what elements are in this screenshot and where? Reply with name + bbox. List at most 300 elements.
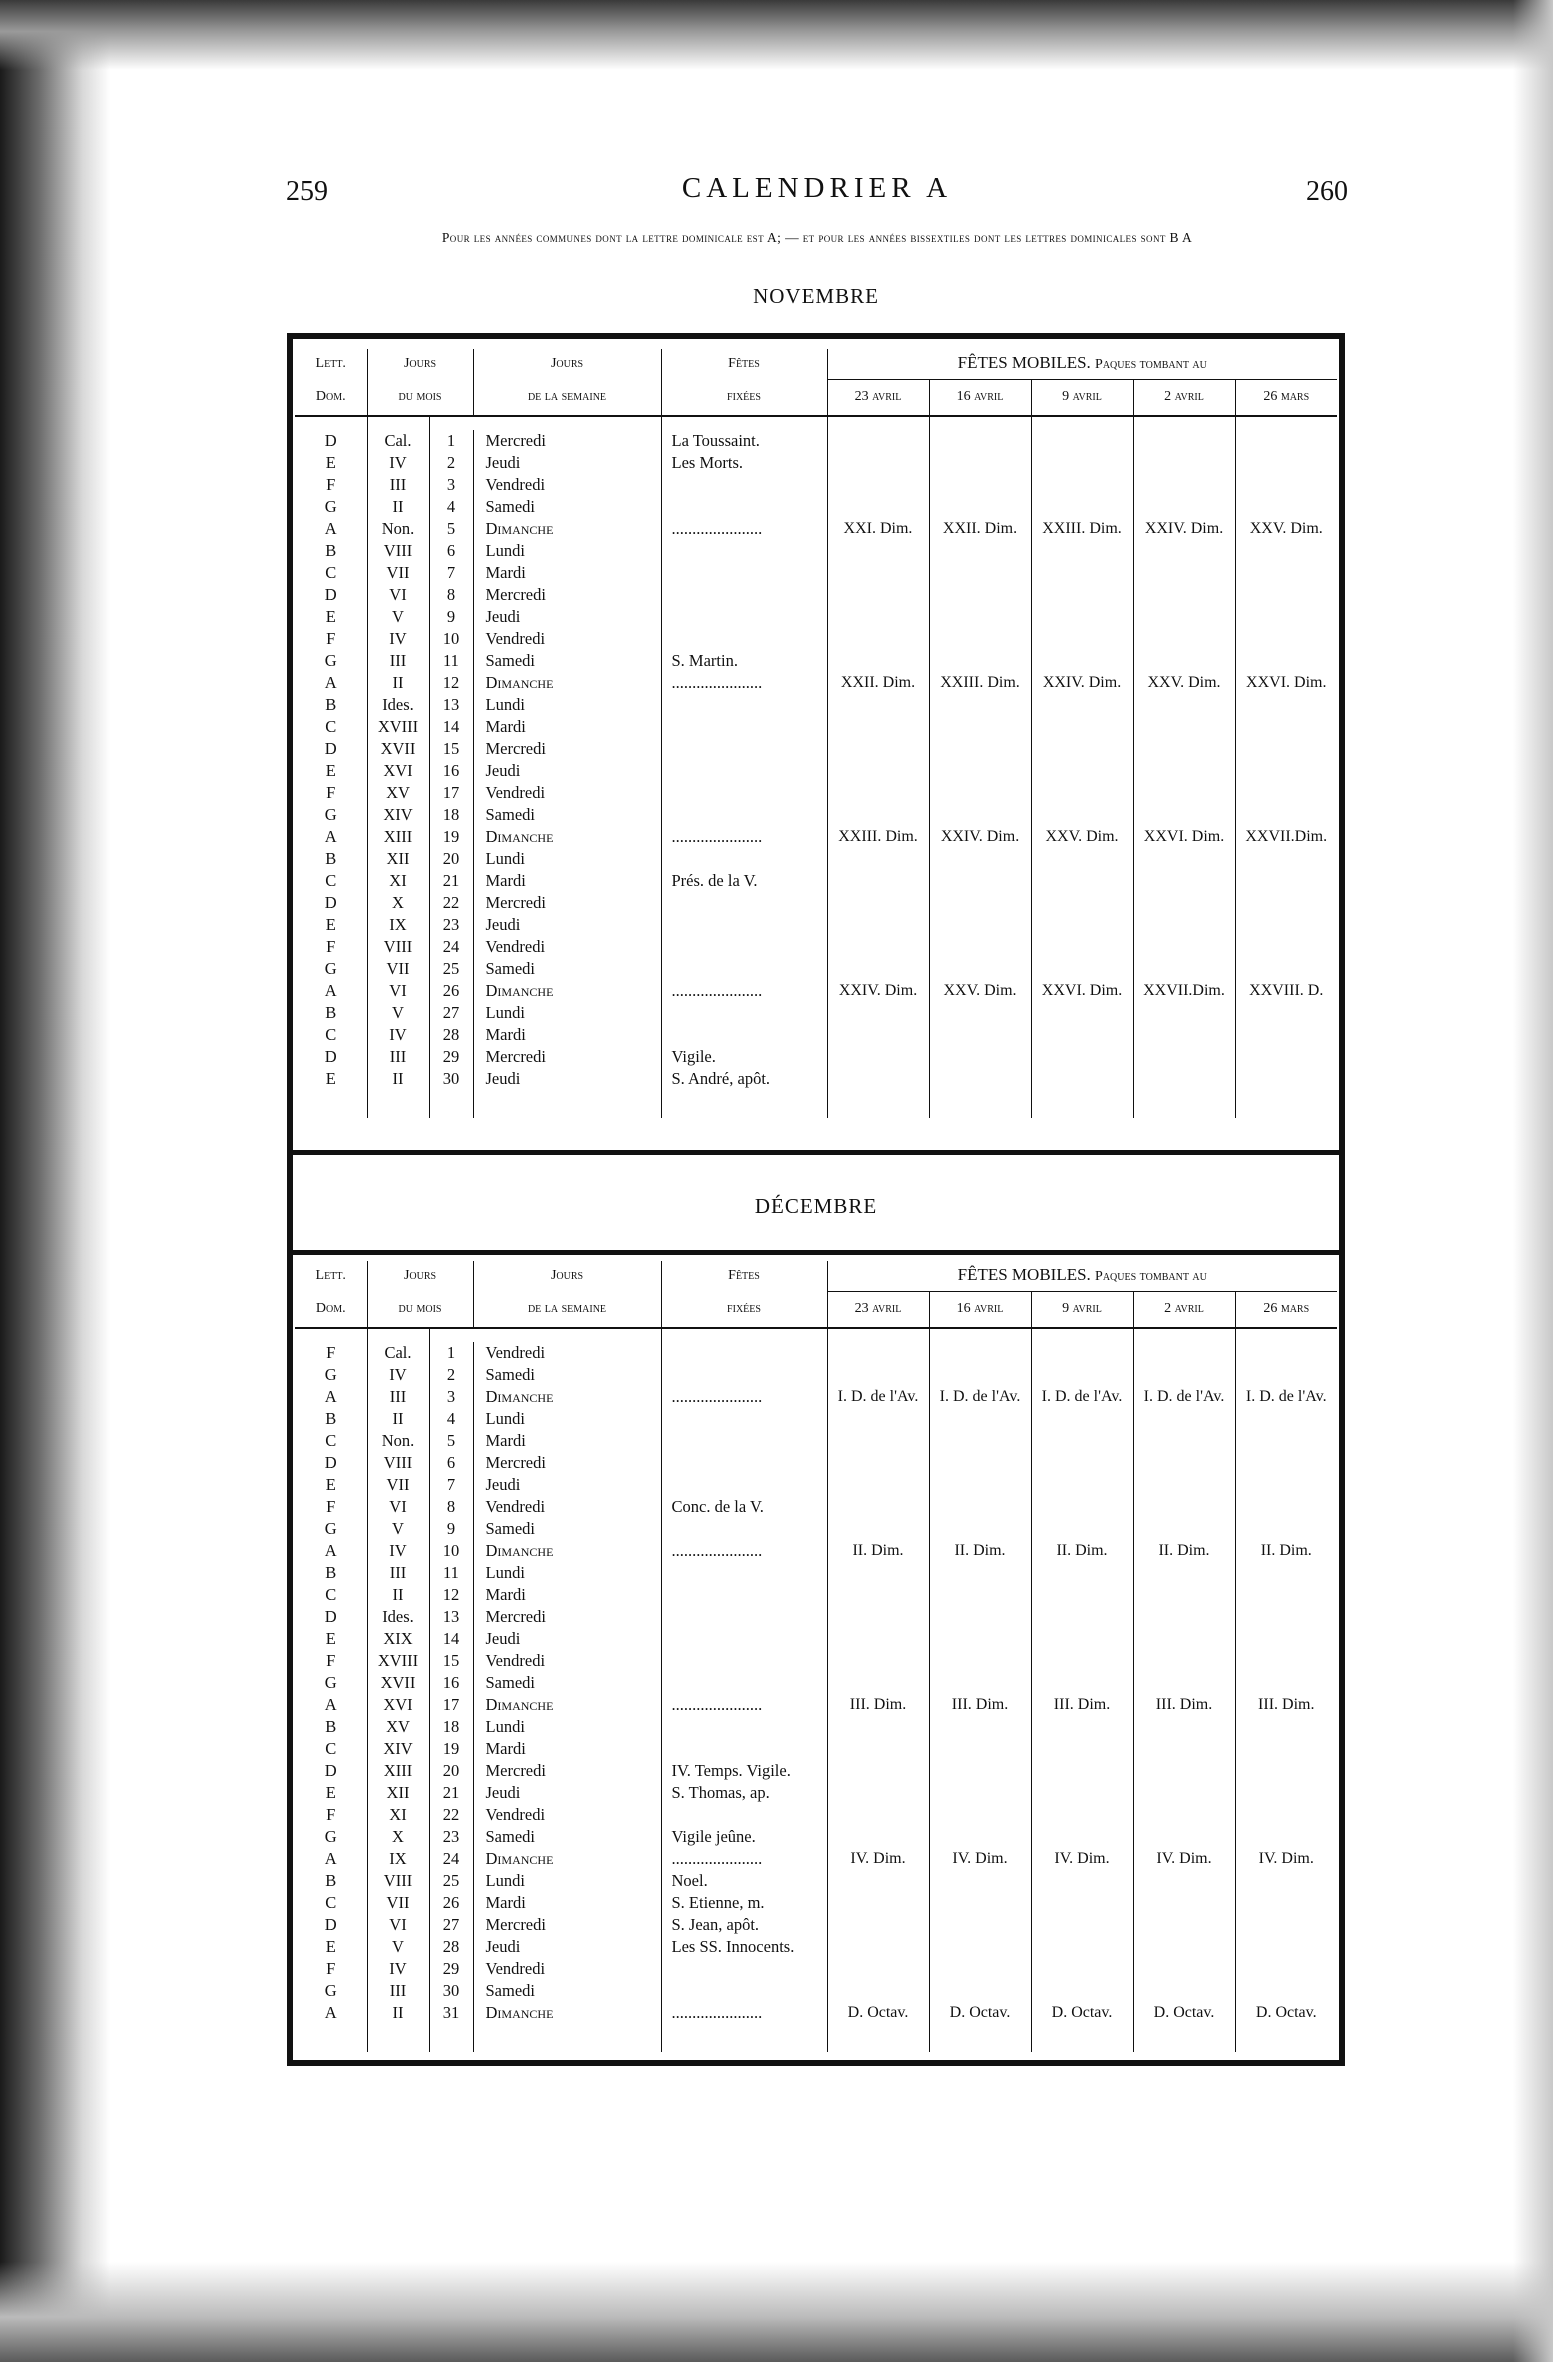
mobile-feast [1031,1672,1133,1694]
dominical-letter: D [295,430,367,452]
calendar-row [295,474,1337,496]
weekday: Dimanche [473,672,661,694]
mobile-feast [929,1606,1031,1628]
mobile-feast: III. Dim. [1258,1695,1315,1713]
fixed-feast [661,1606,827,1628]
mobile-feast [827,1496,929,1518]
mobile-feast [827,540,929,562]
mobile-feast [827,1002,929,1024]
mobile-feast [1235,1936,1337,1958]
mobile-feast [1133,650,1235,672]
header-easter-date: 23 avril [827,380,929,416]
mobile-feast: I. D. de l'Av. [929,1386,1031,1408]
mobile-feast [1031,1606,1133,1628]
mobile-feast: XXIII. Dim. [929,672,1031,694]
day-number: 4 [429,496,473,518]
mobile-feast [1235,452,1337,474]
mobile-feast [1235,1914,1337,1936]
dominical-letter: E [295,1936,367,1958]
mobile-feast [929,870,1031,892]
header-fetes: Fêtes [661,349,827,380]
roman-day: VIII [367,936,429,958]
roman-day: XIII [367,826,429,848]
mobile-feast [1031,1452,1133,1474]
mobile-feast [827,1892,929,1914]
weekday: Vendredi [473,474,661,496]
mobile-feast: III. Dim. [1133,1694,1235,1716]
header-mobiles-label: FÊTES MOBILES. [957,353,1091,372]
calendar-row [295,1892,1337,1914]
mobile-feast [1235,694,1337,716]
mobile-feast [929,1870,1031,1892]
weekday: Dimanche [473,1540,661,1562]
fixed-feast [661,1716,827,1738]
mobile-feast [827,1738,929,1760]
weekday: Mardi [473,562,661,584]
mobile-feast [1031,1892,1133,1914]
mobile-feast [1235,628,1337,650]
mobile-feast: XXI. Dim. [827,518,929,540]
mobile-feast [827,1870,929,1892]
mobile-feast [1235,474,1337,496]
calendar-row [295,826,1337,848]
mobile-feast [1133,1760,1235,1782]
roman-day: III [367,1046,429,1068]
mobile-feast [827,1046,929,1068]
mobile-feast [827,1672,929,1694]
mobile-feast [929,1738,1031,1760]
roman-day: XIX [367,1628,429,1650]
mobile-feast [1031,782,1133,804]
header-jours: Jours [367,1261,473,1292]
roman-day: XVI [367,760,429,782]
fixed-feast: S. Martin. [661,650,827,672]
weekday: Dimanche [473,1848,661,1870]
fixed-feast: S. Jean, apôt. [661,1914,827,1936]
day-number: 15 [429,738,473,760]
day-number: 27 [429,1002,473,1024]
mobile-feast: II. Dim. [1031,1540,1133,1562]
mobile-feast [929,1046,1031,1068]
page-subtitle: Pour les années communes dont la lettre dominicale est A; — et pour les années bissextiles dont les lettres dominicales sont B A [441,230,1193,245]
mobile-feast [1235,584,1337,606]
mobile-feast [827,958,929,980]
day-number: 29 [429,1958,473,1980]
calendar-row [295,1870,1337,1892]
mobile-feast [827,650,929,672]
day-number: 9 [429,1518,473,1540]
calendar-row [295,1958,1337,1980]
dominical-letter: D [295,892,367,914]
mobile-feast: XXIV. Dim. [1133,518,1235,540]
calendar-row [295,1650,1337,1672]
roman-day: VIII [367,1452,429,1474]
fixed-feast [661,848,827,870]
roman-day: IV [367,1958,429,1980]
mobile-feast [1133,430,1235,452]
roman-day: IV [367,1024,429,1046]
day-number: 2 [429,452,473,474]
mobile-feast: XXV. Dim. [1249,519,1323,537]
dominical-letter: G [295,1672,367,1694]
mobile-feast [827,1518,929,1540]
dominical-letter: A [295,518,367,540]
mobile-feast [1031,738,1133,760]
mobile-feast [827,1606,929,1628]
mobile-feast [929,1452,1031,1474]
roman-day: IV [367,628,429,650]
mobile-feast [827,1430,929,1452]
dominical-letter: E [295,452,367,474]
weekday: Vendredi [473,936,661,958]
mobile-feast [1133,1650,1235,1672]
day-number: 5 [429,1430,473,1452]
mobile-feast: XXVII.Dim. [1133,980,1235,1002]
mobile-feast [827,452,929,474]
mobile-feast [1031,1496,1133,1518]
mobile-feast [929,1584,1031,1606]
mobile-feast: XXV. Dim. [1031,826,1133,848]
header-lett: Lett. [295,1261,367,1292]
dominical-letter: F [295,782,367,804]
weekday: Jeudi [473,1782,661,1804]
mobile-feast [1031,1716,1133,1738]
dominical-letter: C [295,870,367,892]
roman-day: VII [367,562,429,584]
mobile-feast [1235,1606,1337,1628]
fixed-feast: ...................... [661,826,827,848]
day-number: 14 [429,716,473,738]
mobile-feast [827,628,929,650]
roman-day: III [367,650,429,672]
dominical-letter: F [295,1804,367,1826]
roman-day: VI [367,1914,429,1936]
mobile-feast [1031,1408,1133,1430]
mobile-feast: XXVI. Dim. [1246,673,1327,691]
day-number: 28 [429,1936,473,1958]
fixed-feast [661,1804,827,1826]
mobile-feast [929,804,1031,826]
mobile-feast: XXIV. Dim. [1031,672,1133,694]
day-number: 22 [429,1804,473,1826]
calendar-row [295,694,1337,716]
header-jours: Jours [367,349,473,380]
fixed-feast [661,1474,827,1496]
weekday: Mercredi [473,1606,661,1628]
dominical-letter: B [295,1562,367,1584]
calendar-row [295,650,1337,672]
dominical-letter: C [295,1024,367,1046]
weekday: Dimanche [473,826,661,848]
roman-day: XIV [367,1738,429,1760]
mobile-feast [1235,1804,1337,1826]
mobile-feast [1133,782,1235,804]
mobile-feast [1133,1496,1235,1518]
mobile-feast: IV. Dim. [827,1848,929,1870]
fixed-feast [661,694,827,716]
mobile-feast [1031,716,1133,738]
fixed-feast [661,1958,827,1980]
mobile-feast [1235,1650,1337,1672]
mobile-feast [1031,914,1133,936]
fixed-feast [661,804,827,826]
roman-day: XV [367,782,429,804]
weekday: Lundi [473,1562,661,1584]
mobile-feast [1031,1980,1133,2002]
mobile-feast [1031,1650,1133,1672]
mobile-feast [929,584,1031,606]
calendar-row [295,496,1337,518]
mobile-feast [929,1826,1031,1848]
header-easter-date: 16 avril [929,1292,1031,1328]
mobile-feast [1133,1364,1235,1386]
dominical-letter: E [295,760,367,782]
day-number: 2 [429,1364,473,1386]
header-du-mois: du mois [367,380,473,416]
mobile-feast [929,1892,1031,1914]
weekday: Mardi [473,1430,661,1452]
fixed-feast [661,914,827,936]
header-paques-label: Paques tombant au [1095,357,1207,372]
header-fetes-mobiles [827,1261,1337,1292]
day-number: 1 [429,1342,473,1364]
calendar-table-december [295,1261,1337,2052]
mobile-feast [1133,496,1235,518]
mobile-feast [929,474,1031,496]
roman-day: III [367,474,429,496]
calendar-row [295,1606,1337,1628]
mobile-feast [827,1914,929,1936]
roman-day: II [367,1584,429,1606]
mobile-feast [1031,1738,1133,1760]
mobile-feast [1031,892,1133,914]
header-dom: Dom. [295,380,367,416]
mobile-feast [1133,1716,1235,1738]
fixed-feast [661,606,827,628]
mobile-feast [827,1342,929,1364]
mobile-feast [1031,1364,1133,1386]
mobile-feast [1031,650,1133,672]
dominical-letter: G [295,650,367,672]
mobile-feast [1133,1738,1235,1760]
mobile-feast: III. Dim. [929,1694,1031,1716]
roman-day: Cal. [367,430,429,452]
dominical-letter: E [295,1628,367,1650]
day-number: 3 [429,1386,473,1408]
calendar-row [295,1474,1337,1496]
day-number: 8 [429,1496,473,1518]
calendar-row [295,804,1337,826]
mobile-feast [1235,1430,1337,1452]
mobile-feast [827,1760,929,1782]
day-number: 21 [429,1782,473,1804]
fixed-feast [661,738,827,760]
mobile-feast [1235,870,1337,892]
dominical-letter: G [295,958,367,980]
mobile-feast [1031,540,1133,562]
mobile-feast [1133,1068,1235,1090]
roman-day: II [367,672,429,694]
mobile-feast: XXVII.Dim. [1245,827,1328,845]
mobile-feast [827,1452,929,1474]
header-easter-date: 2 avril [1133,1292,1235,1328]
mobile-feast [1235,1068,1337,1090]
mobile-feast [1031,430,1133,452]
roman-day: XIV [367,804,429,826]
weekday: Jeudi [473,1474,661,1496]
calendar-row [295,1024,1337,1046]
weekday: Mardi [473,870,661,892]
day-number: 10 [429,628,473,650]
calendar-row [295,1452,1337,1474]
fixed-feast: S. André, apôt. [661,1068,827,1090]
calendar-row [295,1628,1337,1650]
calendar-row [295,540,1337,562]
fixed-feast: S. Etienne, m. [661,1892,827,1914]
fixed-feast [661,562,827,584]
calendar-row [295,1540,1337,1562]
dominical-letter: G [295,496,367,518]
mobile-feast [1235,1760,1337,1782]
day-number: 25 [429,1870,473,1892]
calendar-row [295,584,1337,606]
calendar-row [295,1672,1337,1694]
calendar-row [295,870,1337,892]
roman-day: IX [367,914,429,936]
weekday: Lundi [473,1870,661,1892]
mobile-feast [1031,1342,1133,1364]
page-number-left: 259 [286,176,328,207]
mobile-feast [1235,936,1337,958]
header-de-la-semaine: de la semaine [473,380,661,416]
mobile-feast [929,1980,1031,2002]
weekday: Jeudi [473,606,661,628]
day-number: 11 [429,1562,473,1584]
mobile-feast [1133,936,1235,958]
mobile-feast [1133,1342,1235,1364]
mobile-feast [1133,1562,1235,1584]
weekday: Mardi [473,1584,661,1606]
roman-day: IV [367,452,429,474]
mobile-feast [1133,1672,1235,1694]
scan-edge-left [0,0,110,2362]
mobile-feast [1031,474,1133,496]
fixed-feast: Les SS. Innocents. [661,1936,827,1958]
mobile-feast [827,1716,929,1738]
mobile-feast [827,1408,929,1430]
mobile-feast [929,1562,1031,1584]
page-header [286,172,1348,212]
fixed-feast [661,716,827,738]
day-number: 31 [429,2002,473,2024]
mobile-feast [1235,430,1337,452]
header-dom: Dom. [295,1292,367,1328]
mobile-feast: XXVIII. D. [1249,981,1324,999]
mobile-feast [1235,1782,1337,1804]
mobile-feast [929,496,1031,518]
calendar-row [295,2002,1337,2024]
fixed-feast [661,1408,827,1430]
day-number: 25 [429,958,473,980]
calendar-row [295,936,1337,958]
dominical-letter: F [295,474,367,496]
calendar-row [295,760,1337,782]
mobile-feast [1031,1518,1133,1540]
weekday: Mercredi [473,1760,661,1782]
mobile-feast [929,452,1031,474]
mobile-feast [1031,1024,1133,1046]
header-du-mois: du mois [367,1292,473,1328]
dominical-letter: F [295,1650,367,1672]
mobile-feast [1235,1474,1337,1496]
day-number: 12 [429,672,473,694]
roman-day: XI [367,1804,429,1826]
mobile-feast [1133,892,1235,914]
calendar-row [295,1408,1337,1430]
mobile-feast [929,892,1031,914]
mobile-feast [929,1342,1031,1364]
calendar-row [295,1562,1337,1584]
mobile-feast [1133,1474,1235,1496]
mobile-feast [929,1804,1031,1826]
weekday: Samedi [473,496,661,518]
mobile-feast [827,562,929,584]
month-divider [293,1150,1339,1155]
day-number: 1 [429,430,473,452]
roman-day: Non. [367,518,429,540]
mobile-feast [827,760,929,782]
roman-day: V [367,1002,429,1024]
calendar-row [295,738,1337,760]
mobile-feast [1235,1628,1337,1650]
mobile-feast [827,716,929,738]
weekday: Dimanche [473,1386,661,1408]
mobile-feast [1235,1892,1337,1914]
weekday: Vendredi [473,1804,661,1826]
weekday: Jeudi [473,760,661,782]
dominical-letter: G [295,804,367,826]
mobile-feast [929,1936,1031,1958]
mobile-feast [1235,1584,1337,1606]
mobile-feast [1235,1496,1337,1518]
mobile-feast [1235,1002,1337,1024]
day-number: 28 [429,1024,473,1046]
mobile-feast [929,936,1031,958]
mobile-feast [1031,452,1133,474]
dominical-letter: D [295,584,367,606]
month-title-november: NOVEMBRE [753,284,879,308]
roman-day: VIII [367,540,429,562]
mobile-feast [1031,1584,1133,1606]
fixed-feast: ...................... [661,1694,827,1716]
fixed-feast [661,1518,827,1540]
roman-day: III [367,1562,429,1584]
mobile-feast [1133,1452,1235,1474]
mobile-feast [1031,1046,1133,1068]
mobile-feast [1235,1024,1337,1046]
day-number: 17 [429,1694,473,1716]
weekday: Samedi [473,958,661,980]
mobile-feast [827,1628,929,1650]
mobile-feast: XXVI. Dim. [1133,826,1235,848]
roman-day: Ides. [367,694,429,716]
mobile-feast [1235,562,1337,584]
weekday: Samedi [473,1980,661,2002]
weekday: Mercredi [473,584,661,606]
mobile-feast: I. D. de l'Av. [1031,1386,1133,1408]
header-easter-date: 26 mars [1235,380,1337,416]
mobile-feast [827,1782,929,1804]
